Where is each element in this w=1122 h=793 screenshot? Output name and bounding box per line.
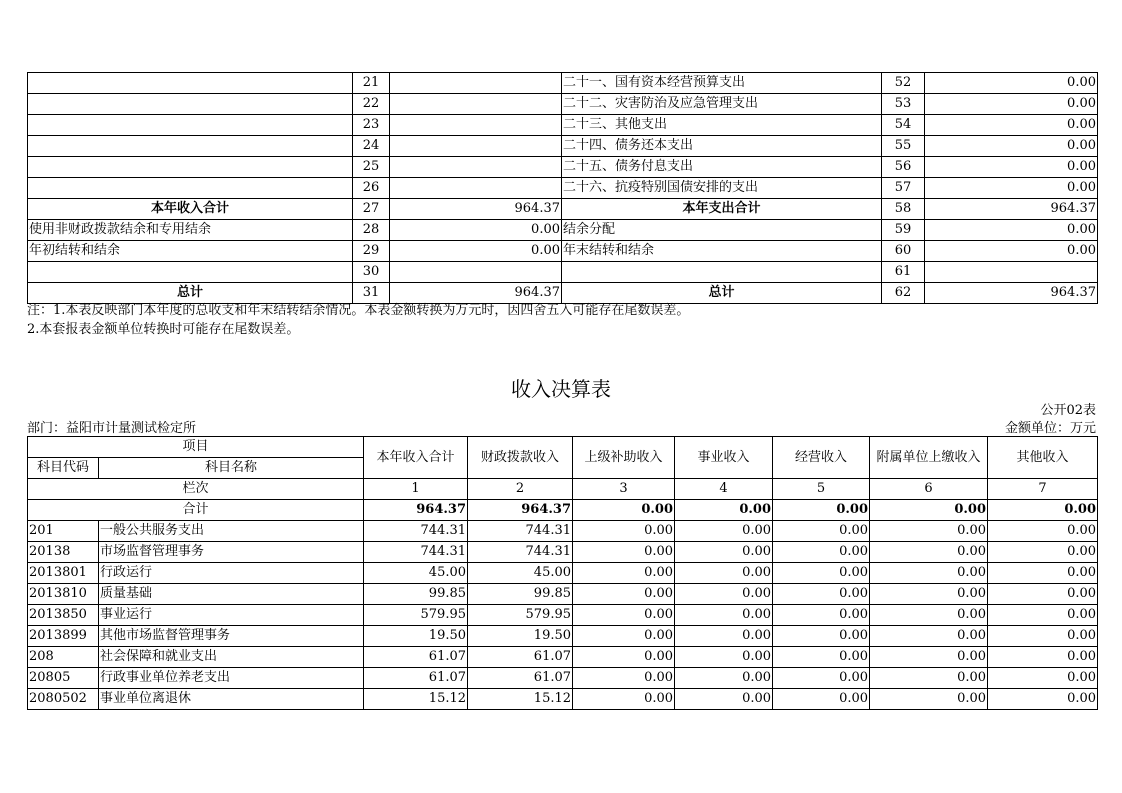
expense-row-number: 53 [882,94,925,115]
expense-row-number: 58 [882,199,925,220]
amount-cell: 45.00 [468,563,573,584]
expense-item-label: 二十六、抗疫特别国债安排的支出 [562,178,882,199]
subject-name: 事业单位离退休 [99,689,364,710]
subject-code: 2080502 [28,689,99,710]
income-amount: 964.37 [390,199,562,220]
table-row [28,563,1098,584]
amount-cell: 0.00 [773,647,870,668]
summary-table [27,72,1098,304]
header-col-5: 经营收入 [773,437,870,479]
amount-cell: 0.00 [988,668,1098,689]
subject-name: 其他市场监督管理事务 [99,626,364,647]
amount-cell: 744.31 [364,521,468,542]
col-num: 3 [573,479,675,500]
income-row-number: 28 [353,220,390,241]
income-amount [390,94,562,115]
amount-cell: 0.00 [573,647,675,668]
amount-cell: 0.00 [870,542,988,563]
department-label: 部门：益阳市计量测试检定所 [27,421,197,436]
header-row-label: 栏次 [28,479,364,500]
summary-row [28,241,1098,262]
col-num: 2 [468,479,573,500]
expense-row-number: 62 [882,283,925,304]
subject-code: 20138 [28,542,99,563]
amount-cell: 0.00 [675,668,773,689]
total-value: 0.00 [870,500,988,521]
amount-cell: 0.00 [675,605,773,626]
subject-name: 市场监督管理事务 [99,542,364,563]
summary-row [28,115,1098,136]
amount-cell: 61.07 [364,668,468,689]
table-row [28,605,1098,626]
income-amount [390,178,562,199]
amount-cell: 19.50 [468,626,573,647]
col-num: 7 [988,479,1098,500]
amount-cell: 61.07 [364,647,468,668]
expense-row-number: 59 [882,220,925,241]
total-value: 0.00 [988,500,1098,521]
subject-name: 行政运行 [99,563,364,584]
amount-cell: 0.00 [870,689,988,710]
col-num: 4 [675,479,773,500]
amount-cell: 0.00 [675,626,773,647]
subject-code: 2013850 [28,605,99,626]
amount-cell: 0.00 [870,584,988,605]
total-label: 合计 [28,500,364,521]
expense-amount: 0.00 [925,115,1098,136]
amount-cell: 0.00 [988,626,1098,647]
expense-row-number: 61 [882,262,925,283]
table-row [28,542,1098,563]
amount-cell: 0.00 [988,542,1098,563]
income-amount [390,157,562,178]
total-value: 964.37 [364,500,468,521]
expense-item-label [562,262,882,283]
amount-cell: 0.00 [675,584,773,605]
subject-name: 质量基础 [99,584,364,605]
amount-cell: 15.12 [364,689,468,710]
summary-row [28,283,1098,304]
amount-cell: 15.12 [468,689,573,710]
subject-code: 2013810 [28,584,99,605]
header-col-6: 附属单位上缴收入 [870,437,988,479]
expense-amount: 0.00 [925,220,1098,241]
amount-cell: 744.31 [364,542,468,563]
amount-cell: 0.00 [870,626,988,647]
amount-cell: 0.00 [573,689,675,710]
expense-item-label: 总计 [562,283,882,304]
amount-cell: 579.95 [364,605,468,626]
subject-code: 20805 [28,668,99,689]
income-item-label [28,73,353,94]
table-row [28,626,1098,647]
income-row-number: 21 [353,73,390,94]
amount-cell: 45.00 [364,563,468,584]
income-item-label [28,262,353,283]
amount-cell: 0.00 [573,521,675,542]
header-name: 科目名称 [99,458,364,479]
income-table [27,436,1098,710]
col-num: 6 [870,479,988,500]
expense-amount: 0.00 [925,73,1098,94]
amount-cell: 99.85 [364,584,468,605]
amount-cell: 744.31 [468,521,573,542]
subject-code: 2013899 [28,626,99,647]
col-num: 1 [364,479,468,500]
table-row [28,521,1098,542]
amount-cell: 0.00 [675,563,773,584]
total-value: 964.37 [468,500,573,521]
amount-cell: 0.00 [988,689,1098,710]
amount-cell: 744.31 [468,542,573,563]
income-amount: 0.00 [390,241,562,262]
subject-name: 社会保障和就业支出 [99,647,364,668]
amount-cell: 0.00 [573,626,675,647]
expense-row-number: 60 [882,241,925,262]
expense-amount: 0.00 [925,94,1098,115]
income-item-label [28,157,353,178]
amount-cell: 0.00 [773,626,870,647]
header-code: 科目代码 [28,458,99,479]
amount-cell: 61.07 [468,647,573,668]
subject-name: 事业运行 [99,605,364,626]
amount-cell: 0.00 [773,584,870,605]
summary-row [28,157,1098,178]
header-col-2: 财政拨款收入 [468,437,573,479]
summary-row [28,73,1098,94]
amount-cell: 0.00 [773,563,870,584]
income-row-number: 25 [353,157,390,178]
amount-cell: 0.00 [773,542,870,563]
summary-row [28,178,1098,199]
subject-name: 行政事业单位养老支出 [99,668,364,689]
expense-row-number: 52 [882,73,925,94]
unit-label: 金额单位：万元 [1004,421,1096,436]
amount-cell: 0.00 [773,668,870,689]
total-value: 0.00 [573,500,675,521]
subject-code: 2013801 [28,563,99,584]
amount-cell: 0.00 [573,668,675,689]
header-col-3: 上级补助收入 [573,437,675,479]
amount-cell: 0.00 [870,605,988,626]
expense-row-number: 54 [882,115,925,136]
income-row-number: 27 [353,199,390,220]
income-amount: 0.00 [390,220,562,241]
amount-cell: 0.00 [988,563,1098,584]
header-col-1: 本年收入合计 [364,437,468,479]
expense-item-label: 二十二、灾害防治及应急管理支出 [562,94,882,115]
table-row [28,689,1098,710]
income-row-number: 23 [353,115,390,136]
income-item-label [28,94,353,115]
income-item-label: 总计 [28,283,353,304]
total-value: 0.00 [773,500,870,521]
income-amount [390,73,562,94]
header-col-4: 事业收入 [675,437,773,479]
amount-cell: 61.07 [468,668,573,689]
income-item-label [28,136,353,157]
income-item-label: 使用非财政拨款结余和专用结余 [28,220,353,241]
total-value: 0.00 [675,500,773,521]
income-item-label: 年初结转和结余 [28,241,353,262]
table-row [28,668,1098,689]
expense-amount: 964.37 [925,199,1098,220]
income-row-number: 29 [353,241,390,262]
subject-code: 208 [28,647,99,668]
amount-cell: 0.00 [988,521,1098,542]
expense-row-number: 57 [882,178,925,199]
table-row [28,647,1098,668]
income-row-number: 24 [353,136,390,157]
amount-cell: 579.95 [468,605,573,626]
amount-cell: 0.00 [773,605,870,626]
note-line-1: 注：1.本表反映部门本年度的总收支和年末结转结余情况。本表金额转换为万元时，因四舍五入可能存在尾数误差。 [27,303,690,318]
header-col-7: 其他收入 [988,437,1098,479]
amount-cell: 0.00 [870,521,988,542]
expense-item-label: 年末结转和结余 [562,241,882,262]
header-item: 项目 [28,437,364,458]
expense-item-label: 二十四、债务还本支出 [562,136,882,157]
income-row-number: 31 [353,283,390,304]
amount-cell: 0.00 [675,521,773,542]
expense-item-label: 二十三、其他支出 [562,115,882,136]
amount-cell: 0.00 [773,521,870,542]
subject-name: 一般公共服务支出 [99,521,364,542]
income-amount [390,136,562,157]
amount-cell: 0.00 [675,647,773,668]
amount-cell: 0.00 [573,605,675,626]
expense-amount: 964.37 [925,283,1098,304]
amount-cell: 0.00 [988,647,1098,668]
income-item-label [28,178,353,199]
total-row [28,500,1098,521]
expense-row-number: 56 [882,157,925,178]
amount-cell: 0.00 [675,689,773,710]
amount-cell: 0.00 [988,584,1098,605]
summary-row [28,199,1098,220]
expense-item-label: 二十五、债务付息支出 [562,157,882,178]
amount-cell: 0.00 [870,647,988,668]
expense-row-number: 55 [882,136,925,157]
amount-cell: 0.00 [675,542,773,563]
summary-row [28,94,1098,115]
income-amount: 964.37 [390,283,562,304]
income-row-number: 30 [353,262,390,283]
income-amount [390,115,562,136]
expense-amount: 0.00 [925,136,1098,157]
summary-row [28,136,1098,157]
amount-cell: 0.00 [573,584,675,605]
subject-code: 201 [28,521,99,542]
income-row-number: 26 [353,178,390,199]
expense-item-label: 结余分配 [562,220,882,241]
expense-amount [925,262,1098,283]
expense-amount: 0.00 [925,178,1098,199]
income-amount [390,262,562,283]
amount-cell: 0.00 [988,605,1098,626]
col-num: 5 [773,479,870,500]
expense-item-label: 本年支出合计 [562,199,882,220]
page-title: 收入决算表 [511,377,611,401]
expense-item-label: 二十一、国有资本经营预算支出 [562,73,882,94]
amount-cell: 0.00 [870,668,988,689]
table-row [28,584,1098,605]
expense-amount: 0.00 [925,157,1098,178]
amount-cell: 0.00 [870,563,988,584]
note-line-2: 2.本套报表金额单位转换时可能存在尾数误差。 [27,322,300,337]
income-item-label [28,115,353,136]
amount-cell: 0.00 [573,542,675,563]
expense-amount: 0.00 [925,241,1098,262]
amount-cell: 99.85 [468,584,573,605]
income-item-label: 本年收入合计 [28,199,353,220]
income-row-number: 22 [353,94,390,115]
amount-cell: 0.00 [773,689,870,710]
summary-row [28,262,1098,283]
form-number: 公开02表 [1040,403,1096,418]
amount-cell: 0.00 [573,563,675,584]
amount-cell: 19.50 [364,626,468,647]
summary-row [28,220,1098,241]
